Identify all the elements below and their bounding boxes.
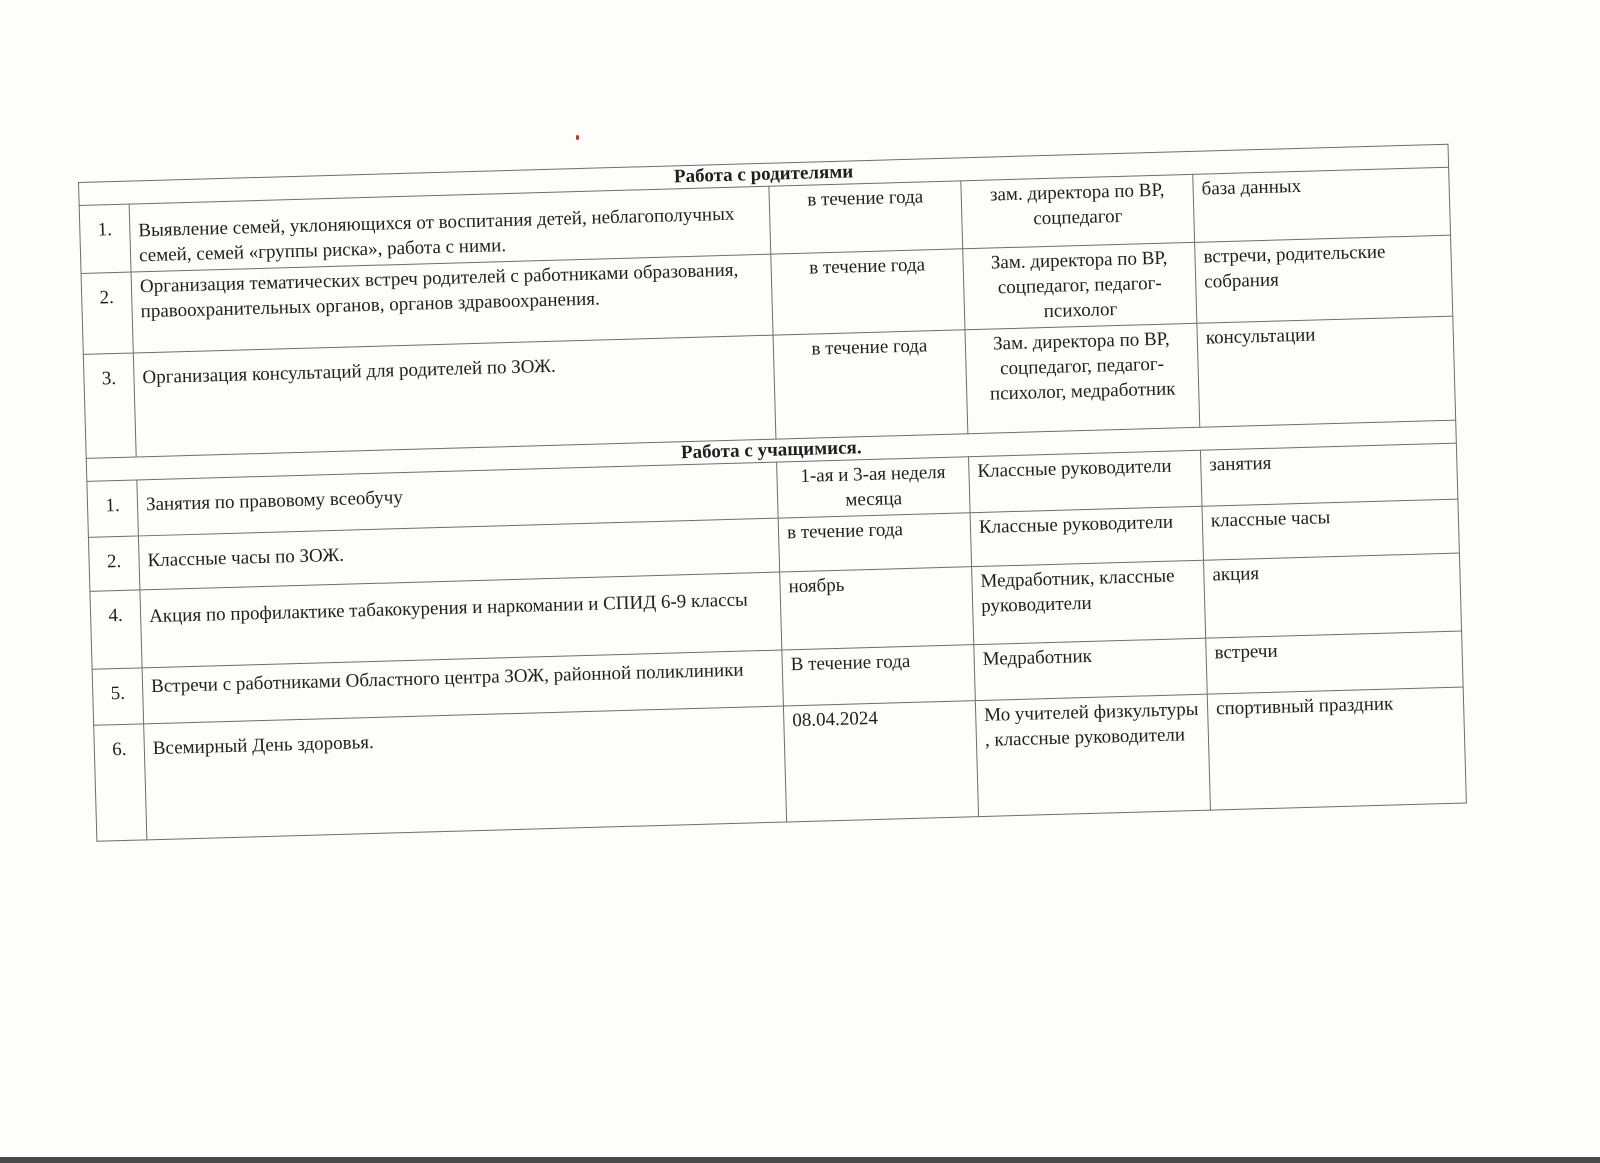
time-cell: ноябрь bbox=[780, 567, 974, 650]
responsible-cell: Классные руководители bbox=[970, 506, 1203, 566]
row-number: 4. bbox=[90, 590, 142, 669]
scan-edge bbox=[0, 1157, 1600, 1163]
form-cell: встречи, родительские собрания bbox=[1195, 235, 1453, 323]
activity-cell: Встречи с работниками Областного центра ЗОЖ, районной поликлиники bbox=[142, 650, 783, 724]
responsible-cell: Медработник, классные руководители bbox=[972, 560, 1206, 644]
activity-cell: Акция по профилактике табакокурения и наркомании и СПИД 6-9 классы bbox=[140, 572, 782, 668]
time-cell: в течение года bbox=[771, 249, 965, 335]
time-cell: В течение года bbox=[782, 645, 975, 706]
scan-speck bbox=[576, 135, 579, 140]
form-cell: встречи bbox=[1206, 631, 1463, 694]
row-number: 3. bbox=[83, 353, 136, 458]
plan-sheet bbox=[78, 144, 1466, 842]
row-number: 2. bbox=[81, 272, 133, 354]
activity-cell: Всемирный День здоровья. bbox=[144, 706, 787, 840]
row-number: 6. bbox=[94, 724, 147, 841]
form-cell: занятия bbox=[1200, 443, 1457, 506]
activity-cell: Занятия по правовому всеобучу bbox=[137, 462, 778, 536]
row-number: 2. bbox=[88, 536, 139, 591]
form-cell: консультации bbox=[1197, 316, 1456, 427]
time-cell: в течение года bbox=[773, 330, 968, 439]
form-cell: акция bbox=[1203, 553, 1461, 638]
responsible-cell: зам. директора по ВР, соцпедагог bbox=[961, 174, 1195, 248]
responsible-cell: Классные руководители bbox=[969, 450, 1202, 512]
responsible-cell: Мо учителей физкультуры , классные руководители bbox=[975, 694, 1210, 816]
form-cell: спортивный праздник bbox=[1207, 687, 1466, 810]
time-cell: 08.04.2024 bbox=[783, 701, 978, 822]
activity-cell: Организация тематических встреч родителей с работниками образования, правоохранительных органов, органов здравоохранения. bbox=[131, 254, 773, 353]
activity-cell: Организация консультаций для родителей по ЗОЖ. bbox=[133, 335, 776, 457]
section-title: Работа с учащимися. bbox=[86, 420, 1456, 481]
time-cell: в течение года bbox=[769, 181, 963, 254]
activity-cell: Классные часы по ЗОЖ. bbox=[138, 518, 779, 590]
responsible-cell: Зам. директора по ВР, соцпедагог, педагог-психолог, медработник bbox=[965, 323, 1200, 433]
plan-table bbox=[78, 144, 1467, 842]
form-cell: база данных bbox=[1193, 167, 1451, 242]
responsible-cell: Медработник bbox=[974, 638, 1207, 700]
time-cell: 1-ая и 3-ая неделя месяца bbox=[777, 457, 970, 518]
section-title: Работа с родителями bbox=[79, 144, 1449, 205]
form-cell: классные часы bbox=[1202, 499, 1459, 560]
activity-cell: Выявление семей, уклоняющихся от воспитания детей, неблагополучных семей, семей «группы риска», работа с ними. bbox=[129, 186, 771, 272]
time-cell: в течение года bbox=[778, 513, 971, 572]
row-number: 1. bbox=[87, 480, 139, 537]
row-number: 5. bbox=[92, 668, 144, 725]
row-number: 1. bbox=[79, 204, 131, 273]
responsible-cell: Зам. директора по ВР, соцпедагог, педагог-психолог bbox=[963, 242, 1197, 329]
